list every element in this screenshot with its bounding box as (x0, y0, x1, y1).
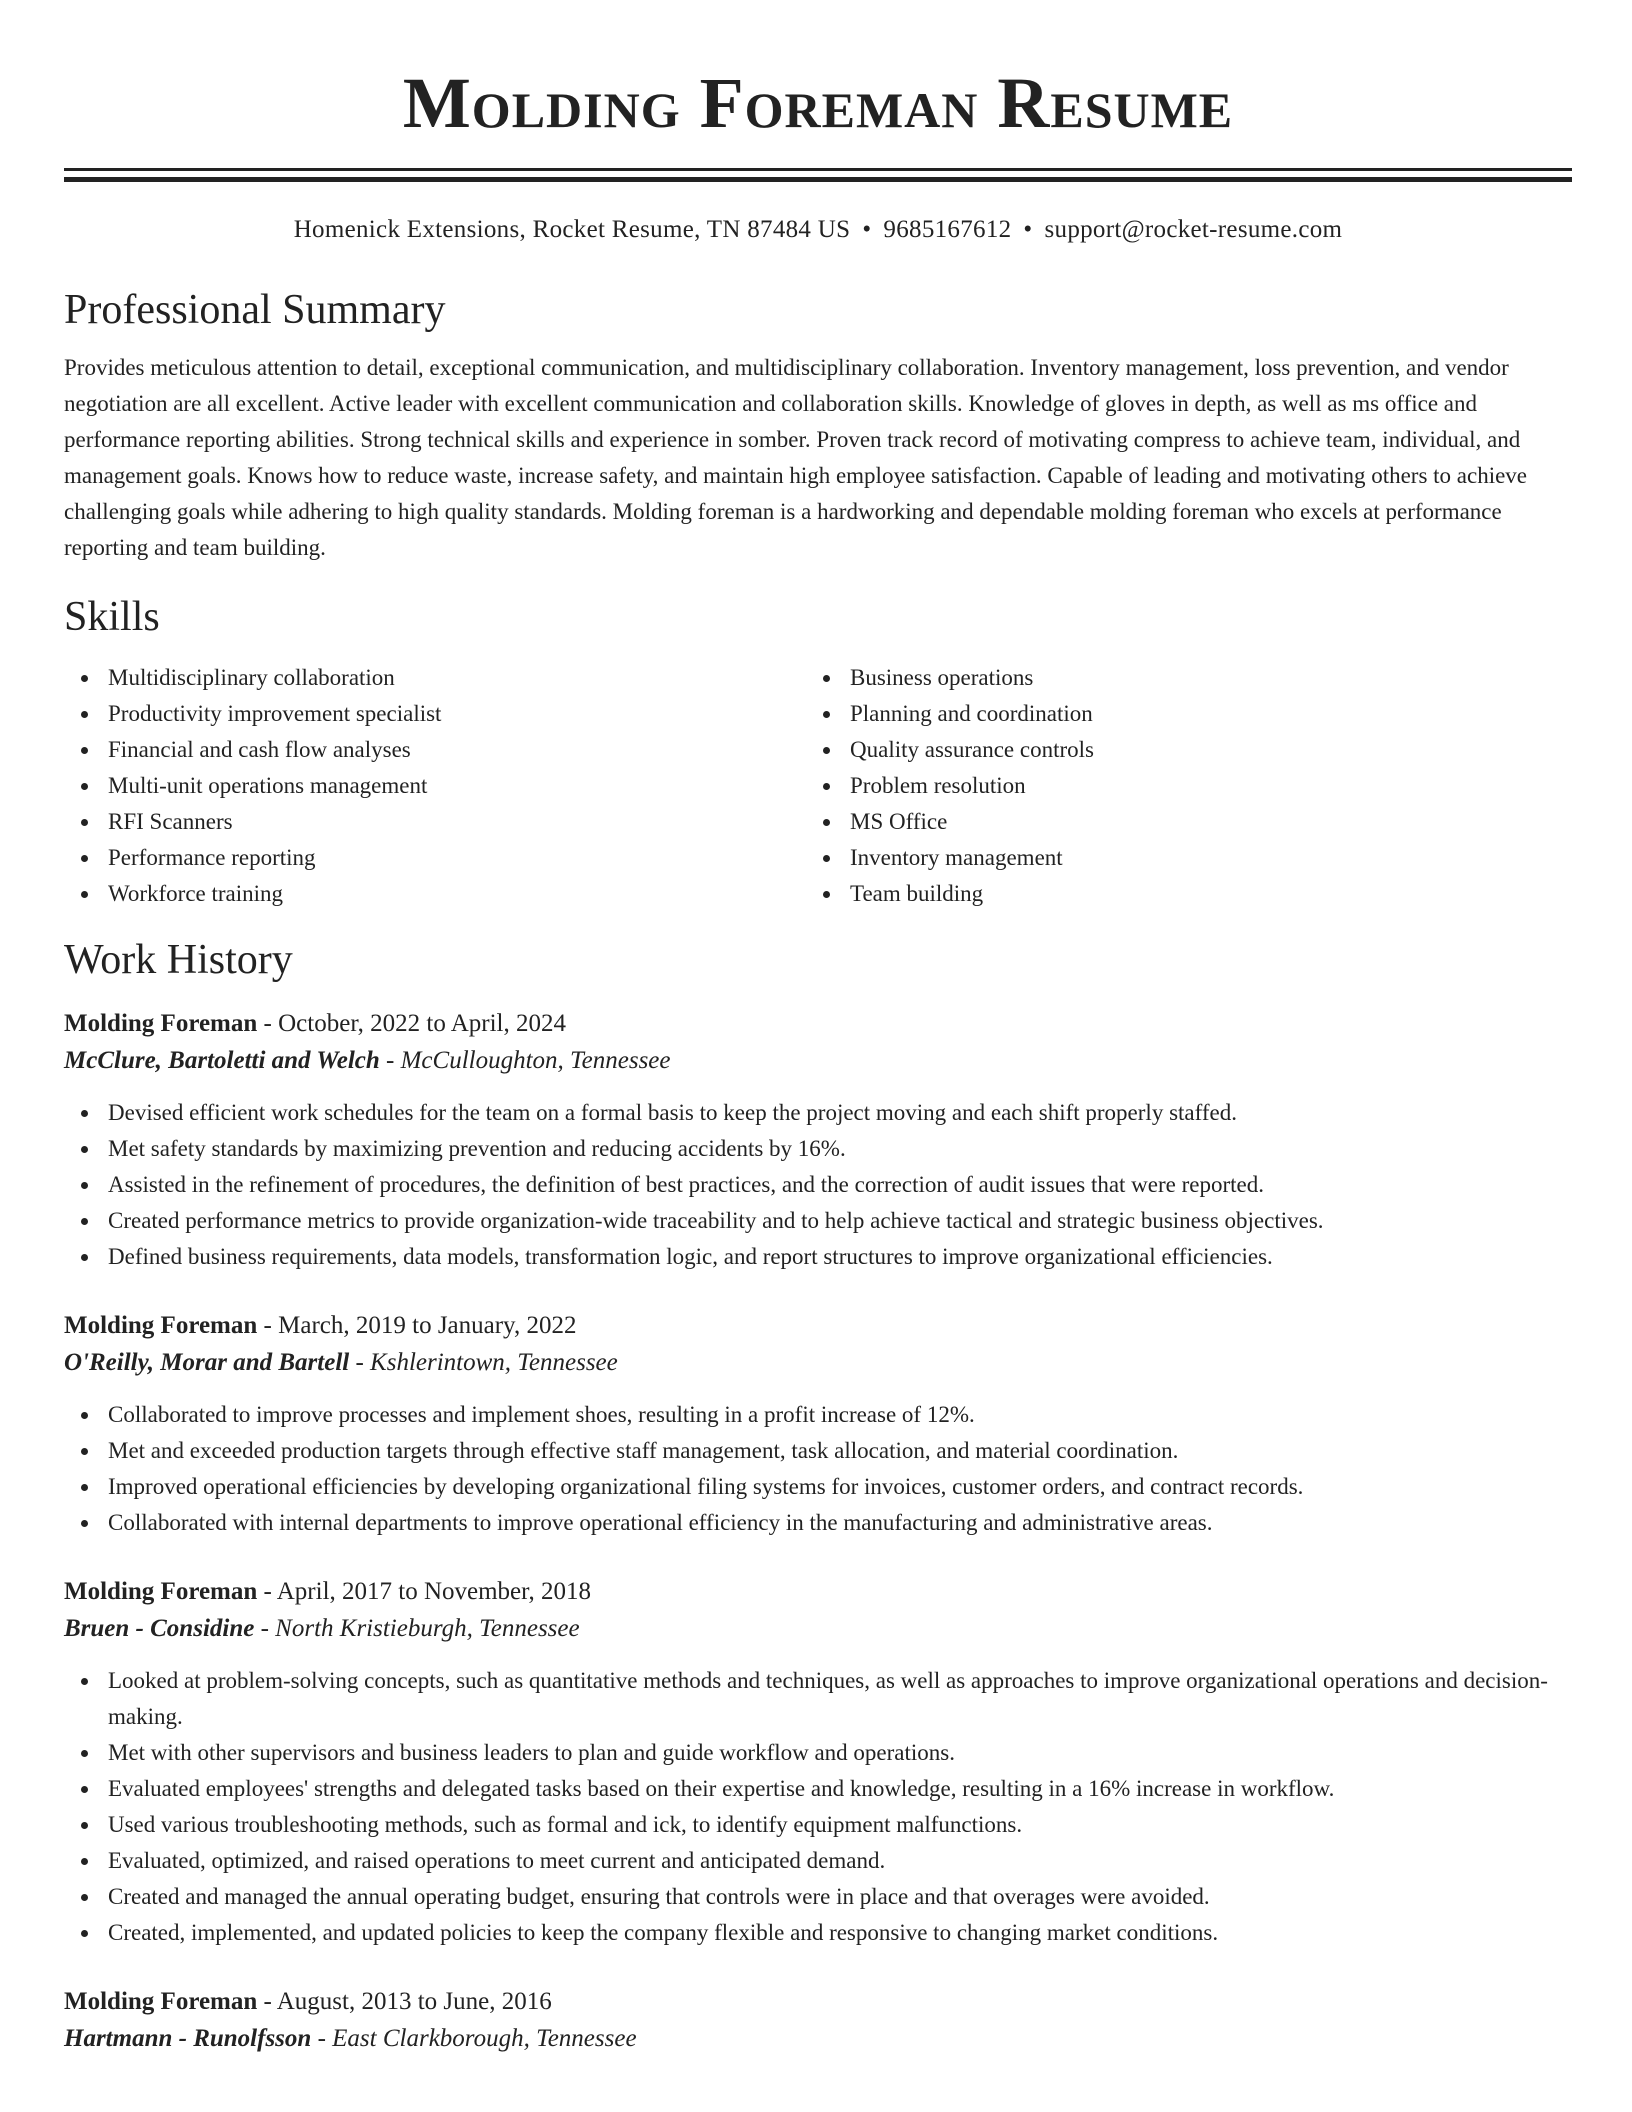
job-title: Molding Foreman (64, 1010, 258, 1037)
bullet-icon (81, 1930, 88, 1937)
job-bullet (64, 1397, 1572, 1433)
contact-separator: • (862, 216, 872, 243)
job-bullet-text: Devised efficient work schedules for the team on a formal basis to keep the project moving and each shift properly staffed. (108, 1100, 1237, 1125)
bullet-icon (81, 1146, 88, 1153)
job-bullet-text: Evaluated, optimized, and raised operations to meet current and anticipated demand. (108, 1848, 886, 1873)
skill-label: MS Office (850, 809, 948, 834)
job-title-line (64, 1984, 1572, 2020)
bullet-icon (81, 711, 88, 718)
bullet-icon (81, 747, 88, 754)
job-bullet-text: Met with other supervisors and business leaders to plan and guide workflow and operations. (108, 1740, 955, 1765)
skill-label: Financial and cash flow analyses (108, 737, 411, 762)
job-bullet-text: Created and managed the annual operating budget, ensuring that controls were in place and that overages were avoided. (108, 1884, 1210, 1909)
bullet-icon (823, 891, 830, 898)
job-bullet-text: Used various troubleshooting methods, such as formal and ick, to identify equipment malfunctions. (108, 1812, 1023, 1837)
job-bullet (64, 1879, 1572, 1915)
skill-label: Multidisciplinary collaboration (108, 665, 395, 690)
job-title: Molding Foreman (64, 1578, 258, 1605)
contact-line (64, 215, 1572, 245)
job-bullet-text: Looked at problem-solving concepts, such as quantitative methods and techniques, as well as approaches to improve organizational operations and decision-making. (108, 1668, 1548, 1729)
skill-item (64, 804, 806, 840)
bullet-icon (81, 855, 88, 862)
bullet-icon (81, 819, 88, 826)
bullet-icon (81, 1110, 88, 1117)
job-company: Bruen - Considine (64, 1615, 255, 1642)
job-bullet-text: Improved operational efficiencies by developing organizational filing systems for invoices, customer orders, and contract records. (108, 1474, 1304, 1499)
job-dates: - March, 2019 to January, 2022 (257, 1312, 577, 1339)
job-company-line (64, 2020, 1572, 2058)
job-entry (64, 1308, 1572, 1541)
skill-label: Inventory management (850, 845, 1063, 870)
skill-item (64, 696, 806, 732)
job-dates: - August, 2013 to June, 2016 (257, 1988, 552, 2015)
job-bullet (64, 1771, 1572, 1807)
job-title-line (64, 1006, 1572, 1042)
job-bullet (64, 1433, 1572, 1469)
job-bullets (64, 1663, 1572, 1951)
contact-email[interactable]: support@rocket-resume.com (1044, 216, 1343, 243)
resume-title: Molding Foreman Resume (402, 63, 1234, 143)
skill-label: Team building (850, 881, 984, 906)
skills-column-left (64, 660, 806, 912)
job-dates: - October, 2022 to April, 2024 (257, 1010, 566, 1037)
bullet-icon (81, 1254, 88, 1261)
job-bullet (64, 1239, 1572, 1275)
job-entry (64, 1574, 1572, 1951)
job-bullet-text: Assisted in the refinement of procedures, the definition of best practices, and the correction of audit issues that were reported. (108, 1172, 1264, 1197)
job-company: Hartmann - Runolfsson (64, 2025, 312, 2052)
contact-phone: 9685167612 (883, 216, 1012, 243)
resume-page (64, 0, 1572, 2058)
job-entry (64, 1984, 1572, 2058)
job-bullet-text: Met safety standards by maximizing prevention and reducing accidents by 16%. (108, 1136, 846, 1161)
job-company: McClure, Bartoletti and Welch (64, 1047, 380, 1074)
bullet-icon (823, 675, 830, 682)
skill-label: Performance reporting (108, 845, 316, 870)
job-bullet-text: Defined business requirements, data models, transformation logic, and report structures to improve organizational efficiencies. (108, 1244, 1273, 1269)
job-title: Molding Foreman (64, 1988, 258, 2015)
contact-separator: • (1023, 216, 1033, 243)
title-divider-bottom (64, 177, 1572, 182)
job-bullet (64, 1131, 1572, 1167)
summary-heading: Professional Summary (64, 287, 446, 333)
job-title-line (64, 1574, 1572, 1610)
skill-item (64, 660, 806, 696)
job-bullet (64, 1915, 1572, 1951)
skill-item (806, 840, 1548, 876)
job-bullets (64, 1397, 1572, 1541)
job-bullets (64, 1095, 1572, 1275)
skills-list (64, 660, 1572, 912)
bullet-icon (81, 1218, 88, 1225)
job-bullet-text: Collaborated with internal departments to improve operational efficiency in the manufacturing and administrative areas. (108, 1510, 1213, 1535)
bullet-icon (81, 783, 88, 790)
job-entry (64, 1006, 1572, 1275)
job-bullet-text: Collaborated to improve processes and implement shoes, resulting in a profit increase of 12%. (108, 1402, 975, 1427)
bullet-icon (81, 1894, 88, 1901)
bullet-icon (823, 783, 830, 790)
skill-label: Quality assurance controls (850, 737, 1094, 762)
job-company-line (64, 1610, 1572, 1648)
skill-item (64, 840, 806, 876)
job-dates: - April, 2017 to November, 2018 (257, 1578, 591, 1605)
bullet-icon (81, 1448, 88, 1455)
skill-item (806, 804, 1548, 840)
job-bullet-text: Created, implemented, and updated policies to keep the company flexible and responsive to changing market conditions. (108, 1920, 1219, 1945)
skill-item (806, 876, 1548, 912)
bullet-icon (81, 1412, 88, 1419)
bullet-icon (823, 711, 830, 718)
bullet-icon (81, 1786, 88, 1793)
skill-item (806, 768, 1548, 804)
job-location: - McCulloughton, Tennessee (379, 1047, 671, 1074)
bullet-icon (823, 819, 830, 826)
skills-column-right (806, 660, 1548, 912)
contact-address: Homenick Extensions, Rocket Resume, TN 87484 US (293, 216, 851, 243)
skill-item (806, 732, 1548, 768)
job-bullet (64, 1167, 1572, 1203)
skill-item (64, 876, 806, 912)
bullet-icon (81, 1822, 88, 1829)
job-bullet-text: Created performance metrics to provide organization-wide traceability and to help achieve tactical and strategic business objectives. (108, 1208, 1324, 1233)
job-bullet (64, 1735, 1572, 1771)
bullet-icon (81, 1750, 88, 1757)
job-company-line (64, 1344, 1572, 1382)
job-company-line (64, 1042, 1572, 1080)
skill-label: Multi-unit operations management (108, 773, 428, 798)
skill-label: Productivity improvement specialist (108, 701, 442, 726)
bullet-icon (823, 747, 830, 754)
bullet-icon (81, 1520, 88, 1527)
skills-heading: Skills (64, 594, 160, 640)
bullet-icon (81, 1484, 88, 1491)
job-bullet (64, 1663, 1572, 1735)
job-location: - East Clarkborough, Tennessee (311, 2025, 637, 2052)
summary-text: Provides meticulous attention to detail, exceptional communication, and multidisciplinary collaboration. Inventory management, loss prevention, and vendor negotiation are all excellent. Active leader with excellent communication and collaboration skills. Knowledge of gloves in depth, as well as ms office and performance reporting abilities. Strong technical skills and experience in somber. Proven track record of motivating compress to achieve team, individual, and management goals. Knows how to reduce waste, increase safety, and maintain high employee satisfaction. Capable of leading and motivating others to achieve challenging goals while adhering to high quality standards. Molding foreman is a hardworking and dependable molding foreman who excels at performance reporting and team building. (64, 355, 1528, 560)
skill-label: RFI Scanners (108, 809, 233, 834)
bullet-icon (823, 855, 830, 862)
work-history-heading: Work History (64, 937, 293, 983)
title-divider-top (64, 168, 1572, 171)
skill-item (64, 768, 806, 804)
skill-label: Workforce training (108, 881, 284, 906)
skill-item (64, 732, 806, 768)
job-title: Molding Foreman (64, 1312, 258, 1339)
skill-item (806, 660, 1548, 696)
job-title-line (64, 1308, 1572, 1344)
bullet-icon (81, 1858, 88, 1865)
job-bullet (64, 1505, 1572, 1541)
skill-label: Planning and coordination (850, 701, 1093, 726)
job-company: O'Reilly, Morar and Bartell (64, 1349, 350, 1376)
skill-item (806, 696, 1548, 732)
job-location: - North Kristieburgh, Tennessee (254, 1615, 580, 1642)
bullet-icon (81, 1182, 88, 1189)
bullet-icon (81, 891, 88, 898)
job-bullet (64, 1469, 1572, 1505)
bullet-icon (81, 1678, 88, 1685)
skill-label: Problem resolution (850, 773, 1026, 798)
job-bullet (64, 1807, 1572, 1843)
job-location: - Kshlerintown, Tennessee (349, 1349, 618, 1376)
skill-label: Business operations (850, 665, 1034, 690)
job-bullet-text: Met and exceeded production targets through effective staff management, task allocation, and material coordination. (108, 1438, 1179, 1463)
bullet-icon (81, 675, 88, 682)
job-bullet (64, 1095, 1572, 1131)
job-bullet (64, 1843, 1572, 1879)
job-bullet (64, 1203, 1572, 1239)
job-bullet-text: Evaluated employees' strengths and delegated tasks based on their expertise and knowledge, resulting in a 16% increase in workflow. (108, 1776, 1335, 1801)
